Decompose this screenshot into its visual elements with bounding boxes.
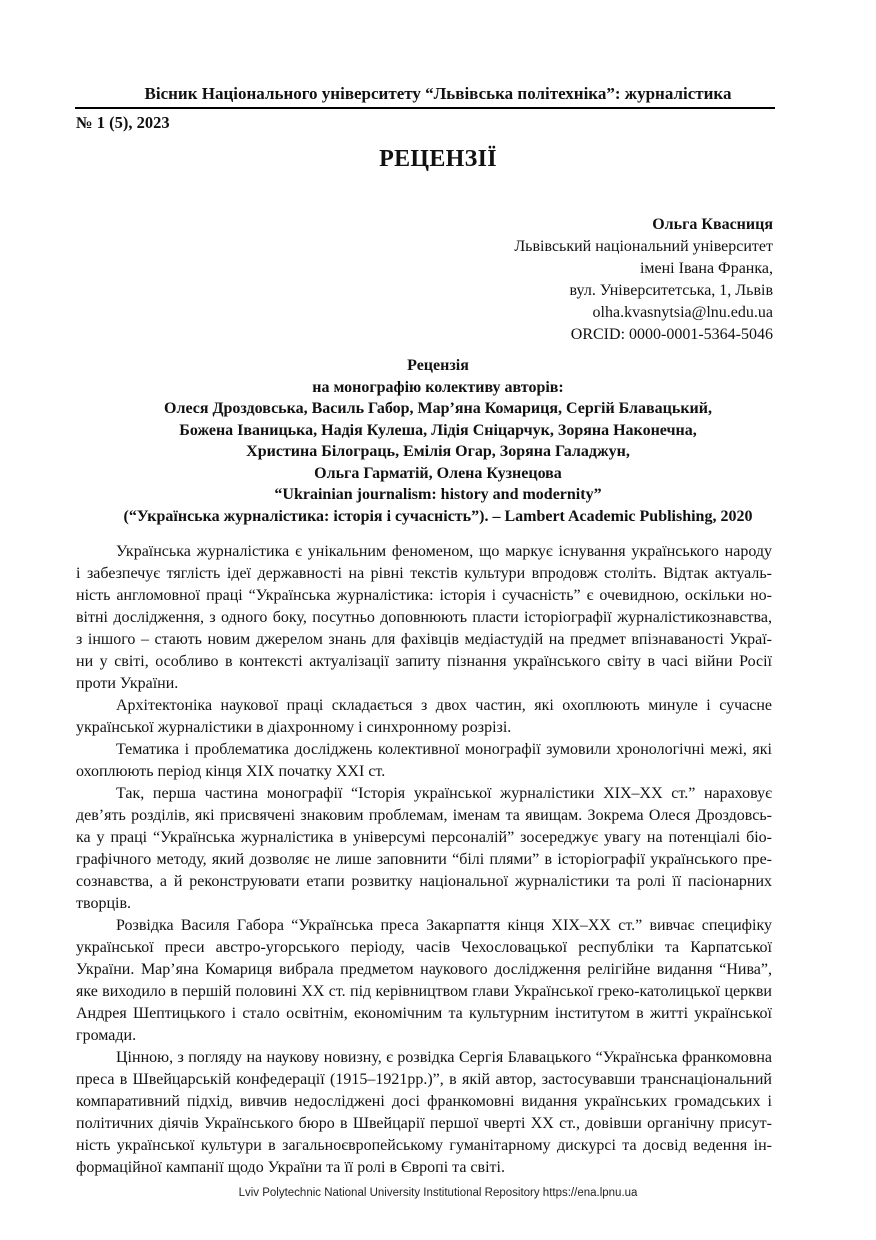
author-email[interactable]: olha.kvasnytsia@lnu.edu.ua — [592, 304, 773, 321]
body-line: ка у праці “Українська журналістика в універсумі персоналій” зосереджує увагу на потенціалі біо- — [76, 829, 772, 846]
body-line: Так, перша частина монографії “Історія української журналістики ХІХ–ХХ ст.” нараховує — [116, 785, 772, 802]
review-heading-line: Ольга Гарматій, Олена Кузнецова — [314, 464, 562, 482]
body-line: громади. — [76, 1027, 137, 1044]
body-line: і забезпечує тяглість ідеї державності на рівні текстів культури впродовж століть. Відтак актуаль- — [76, 565, 772, 582]
author-block — [514, 214, 773, 346]
body-paragraph — [76, 1047, 772, 1179]
body-line: ність англомовної праці “Українська журналістика: історія і сучасність” є очевидною, оскільки но- — [76, 587, 772, 604]
body-line: України. Мар’яна Комариця вибрала предметом наукового дослідження релігійне видання “Нива”, — [76, 961, 772, 978]
author-name: Ольга Квасниця — [652, 216, 773, 233]
review-heading-line: Олеся Дроздовська, Василь Габор, Мар’яна Комариця, Сергій Блавацький, — [164, 400, 712, 417]
body-line: Цінною, з погляду на наукову новизну, є розвідка Сергія Блавацького “Українська франкомовна — [116, 1049, 772, 1066]
review-heading-line: на монографію колективу авторів: — [312, 378, 564, 396]
body-line: творців. — [76, 895, 131, 912]
body-line: Андрея Шептицького і стало освітнім, економічним та культурним інститутом в житті української — [76, 1005, 772, 1022]
review-body — [76, 541, 772, 1179]
review-heading-line: (“Українська журналістика: історія і сучасність”). – Lambert Academic Publishing, 2020 — [123, 507, 753, 525]
body-line: ни у світі, особливо в контексті актуалізації запиту пізнання українського світу в часі війни Росії — [76, 653, 772, 670]
review-heading-line: Божена Іваницька, Надія Кулеша, Лідія Сніцарчук, Зоряна Наконечна, — [179, 421, 697, 439]
author-affiliation-2: імені Івана Франка, — [639, 260, 773, 277]
issue-number: № 1 (5), 2023 — [76, 113, 170, 132]
body-line: формаційної кампанії щодо України та її ролі в Європі та світі. — [76, 1159, 505, 1176]
body-line: з іншого – стають новим джерелом знань для фахівців медіастудій на предмет впізнаваності Украї- — [76, 631, 772, 648]
body-line: яке виходило в першій половині ХХ ст. під керівництвом глави Української греко-католицької церкви — [76, 983, 772, 1000]
body-line: політичних діячів Українського бюро в Швейцарії першої чверті ХХ ст., довівши органічну присут- — [76, 1115, 772, 1132]
body-line: дев’ять розділів, які присвячені знаковим проблемам, іменам та явищам. Зокрема Олеся Дроздовсь- — [76, 807, 772, 824]
body-line: охоплюють період кінця ХІХ початку ХХІ ст. — [76, 763, 386, 780]
body-line: сознавства, а й реконструювати етапи розвитку національної журналістики та ролі її пасіонарних — [76, 873, 772, 890]
body-line: української журналістики в діахронному і синхронному розрізі. — [76, 719, 512, 736]
section-title: РЕЦЕНЗІЇ — [379, 146, 497, 172]
author-affiliation-1: Львівський національний університет — [514, 238, 773, 255]
body-line: преса в Швейцарській конфедерації (1915–1921рр.)”, в якій автор, застосувавши транснаціональний — [76, 1071, 772, 1088]
author-address: вул. Університетська, 1, Львів — [569, 282, 773, 299]
review-heading-line: Христина Білограць, Емілія Огар, Зоряна Галаджун, — [246, 443, 630, 460]
author-orcid: ORCID: 0000-0001-5364-5046 — [570, 326, 773, 343]
repository-footer: Lviv Polytechnic National University Institutional Repository https://ena.lpnu.ua — [238, 1187, 638, 1199]
body-line: компаративний підхід, вивчив недосліджені досі франкомовні видання українських громадських і — [76, 1093, 772, 1110]
body-paragraph — [76, 541, 772, 695]
review-heading — [0, 355, 876, 527]
body-paragraph — [76, 695, 772, 739]
body-paragraph — [76, 915, 772, 1047]
header-rule — [75, 107, 775, 109]
journal-title: Вісник Національного університету “Львівська політехніка”: журналістика — [144, 84, 732, 103]
review-heading-line: Рецензія — [407, 357, 469, 374]
body-paragraph — [76, 783, 772, 915]
body-line: Українська журналістика є унікальним феноменом, що маркує існування українського народу — [116, 543, 772, 560]
body-line: Архітектоніка наукової праці складається з двох частин, які охоплюють минуле і сучасне — [116, 697, 772, 714]
body-line: вітні дослідження, з одного боку, посутньо доповнюють пласти історіографії журналістикознавства, — [76, 609, 772, 626]
body-line: ність української культури в загальноєвропейському гуманітарному дискурсі та досвід ведення ін- — [76, 1137, 772, 1154]
body-line: Тематика і проблематика досліджень колективної монографії зумовили хронологічні межі, які — [116, 741, 772, 758]
body-line: проти України. — [76, 675, 179, 692]
body-line: української преси австро-угорського періоду, часів Чехословацької республіки та Карпатської — [76, 939, 772, 956]
body-line: Розвідка Василя Габора “Українська преса Закарпаття кінця ХІХ–ХХ ст.” вивчає специфіку — [116, 917, 772, 934]
body-paragraph — [76, 739, 772, 783]
body-line: графічного методу, який дозволяє не лише заповнити “білі плями” в історіографії українського пре- — [76, 851, 772, 868]
review-heading-line: “Ukrainian journalism: history and modernity” — [274, 486, 602, 503]
